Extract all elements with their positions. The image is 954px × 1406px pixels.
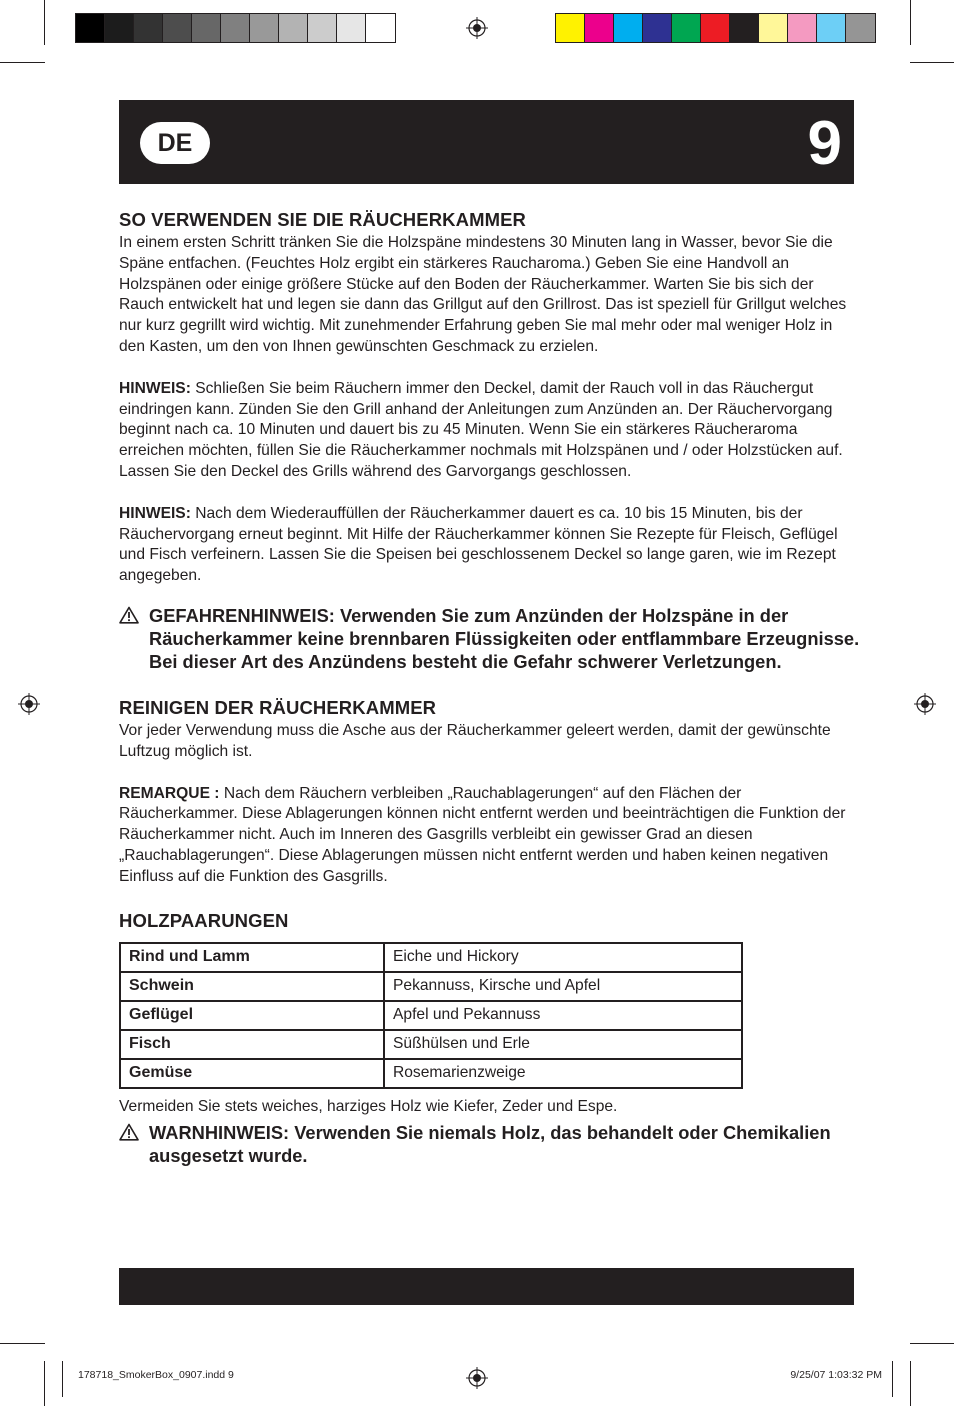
- process-color-swatch: [846, 14, 875, 42]
- wood-cell: Pekannuss, Kirsche und Apfel: [384, 972, 742, 1001]
- page-number: 9: [807, 109, 842, 178]
- grayscale-swatch: [105, 14, 134, 42]
- grayscale-swatch: [250, 14, 279, 42]
- wood-warning-text: WARNHINWEIS: Verwenden Sie niemals Holz, das behandelt oder Chemikalien ausgesetzt wurde.: [149, 1122, 831, 1167]
- use-paragraph: In einem ersten Schritt tränken Sie die Holzspäne mindestens 30 Minuten lang in Wasser, bevor Sie die Späne entfachen. (Feuchtes Holz ergibt ein stärkeres Raucharoma.) Geben Sie eine Handvoll an Holzspänen oder einige größere Stücke auf den Boden der Räucherkammer. Warten Sie bis sich der Rauch entwickelt hat und legen sie dann das Grillgut auf den Grillrost. Das ist speziell für Grillgut welches nur kurz gegrillt wird wichtig. Mit zunehmender Erfahrung geben Sie mal mehr oder mal weniger Holz in den Kasten, um den von Ihnen gewünschten Geschmack zu erzielen.: [119, 234, 847, 355]
- remark-label: REMARQUE :: [119, 784, 220, 802]
- wood-warning: [119, 1121, 861, 1167]
- food-cell: Rind und Lamm: [120, 943, 384, 972]
- page-header-band: [119, 100, 854, 184]
- registration-mark-top: [466, 17, 488, 39]
- process-color-swatch: [759, 14, 788, 42]
- process-color-bar: [555, 13, 876, 43]
- wood-cell: Apfel und Pekannuss: [384, 1001, 742, 1030]
- table-row: [120, 972, 742, 1001]
- registration-mark-bottom: [466, 1367, 488, 1389]
- process-color-swatch: [701, 14, 730, 42]
- remark: [119, 784, 859, 888]
- page-content: [119, 207, 859, 1167]
- wood-cell: Eiche und Hickory: [384, 943, 742, 972]
- warning-triangle-icon: [119, 1123, 139, 1141]
- language-badge: DE: [140, 122, 210, 164]
- remark-text: Nach dem Räuchern verbleiben „Rauchablagerungen“ auf den Flächen der Räucherkammer. Diese Ablagerungen können nicht entfernt werden und beeinträchtigen die Funktion der Räucherkammer nicht. Auch im Inneren des Gasgrills verbleibt ein gewisser Grad an diesen „Rauchablagerungen“. Diese Ablagerungen müssen nicht entfernt werden und haben keinen negativen Einfluss auf die Funktion des Gasgrills.: [119, 784, 846, 885]
- note-1: [119, 379, 859, 483]
- table-row: [120, 1059, 742, 1088]
- section-heading-clean: REINIGEN DER RÄUCHERKAMMER: [119, 696, 437, 718]
- grayscale-swatch: [366, 14, 395, 42]
- process-color-swatch: [643, 14, 672, 42]
- page-footer-band: [119, 1268, 854, 1305]
- avoid-note: Vermeiden Sie stets weiches, harziges Holz wie Kiefer, Zeder und Espe.: [119, 1097, 618, 1115]
- grayscale-swatch: [308, 14, 337, 42]
- table-row: [120, 1001, 742, 1030]
- wood-pairings-table: [119, 942, 743, 1089]
- danger-warning: [119, 604, 861, 673]
- grayscale-swatch: [76, 14, 105, 42]
- food-cell: Geflügel: [120, 1001, 384, 1030]
- grayscale-swatch: [279, 14, 308, 42]
- note-1-text: Schließen Sie beim Räuchern immer den Deckel, damit der Rauch voll in das Räuchergut eindringen kann. Zünden Sie den Grill anhand der Anleitungen zum Anzünden an. Der Räuchervorgang beginnt nach ca. 10 Minuten und dauert bis zu 45 Minuten. Wenn Sie ein stärkeres Räucheraroma erreichen möchten, füllen Sie die Räucherkammer nochmals mit Holzspänen und / oder Holzstücken auf. Lassen Sie den Deckel des Grills während des Garvorgangs geschlossen.: [119, 379, 843, 480]
- process-color-swatch: [556, 14, 585, 42]
- process-color-swatch: [788, 14, 817, 42]
- registration-mark-left: [18, 693, 40, 715]
- wood-cell: Rosemarienzweige: [384, 1059, 742, 1088]
- grayscale-swatch: [337, 14, 366, 42]
- registration-mark-right: [914, 693, 936, 715]
- process-color-swatch: [672, 14, 701, 42]
- section-heading-use: SO VERWENDEN SIE DIE RÄUCHERKAMMER: [119, 209, 527, 230]
- note-2: [119, 504, 859, 587]
- table-row: [120, 943, 742, 972]
- food-cell: Schwein: [120, 972, 384, 1001]
- table-row: [120, 1030, 742, 1059]
- warning-triangle-icon: [119, 606, 139, 624]
- section-heading-pairings: HOLZPAARUNGEN: [119, 909, 289, 931]
- food-cell: Gemüse: [120, 1059, 384, 1088]
- process-color-swatch: [817, 14, 846, 42]
- grayscale-color-bar: [75, 13, 396, 43]
- wood-cell: Süßhülsen und Erle: [384, 1030, 742, 1059]
- process-color-swatch: [730, 14, 759, 42]
- slug-timestamp: 9/25/07 1:03:32 PM: [790, 1369, 882, 1381]
- note-2-text: Nach dem Wiederauffüllen der Räucherkammer dauert es ca. 10 bis 15 Minuten, bis der Räuchervorgang erneut beginnt. Mit Hilfe der Räucherkammer können Sie Rezepte für Fleisch, Geflügel und Fisch verfeinern. Lassen Sie die Speisen bei geschlossenem Deckel so lange garen, wie im Rezept angegeben.: [119, 504, 838, 585]
- clean-paragraph: Vor jeder Verwendung muss die Asche aus der Räucherkammer geleert werden, damit der gewünschte Luftzug möglich ist.: [119, 721, 831, 760]
- note-2-label: HINWEIS:: [119, 504, 191, 522]
- grayscale-swatch: [134, 14, 163, 42]
- note-1-label: HINWEIS:: [119, 379, 191, 397]
- grayscale-swatch: [221, 14, 250, 42]
- danger-warning-text: GEFAHRENHINWEIS: Verwenden Sie zum Anzünden der Holzspäne in der Räucherkammer keine brennbaren Flüssigkeiten oder entflammbare Erzeugnisse. Bei dieser Art des Anzündens besteht die Gefahr schwerer Verletzungen.: [149, 604, 860, 672]
- slug-file-name: 178718_SmokerBox_0907.indd 9: [78, 1369, 234, 1381]
- food-cell: Fisch: [120, 1030, 384, 1059]
- grayscale-swatch: [163, 14, 192, 42]
- process-color-swatch: [585, 14, 614, 42]
- process-color-swatch: [614, 14, 643, 42]
- grayscale-swatch: [192, 14, 221, 42]
